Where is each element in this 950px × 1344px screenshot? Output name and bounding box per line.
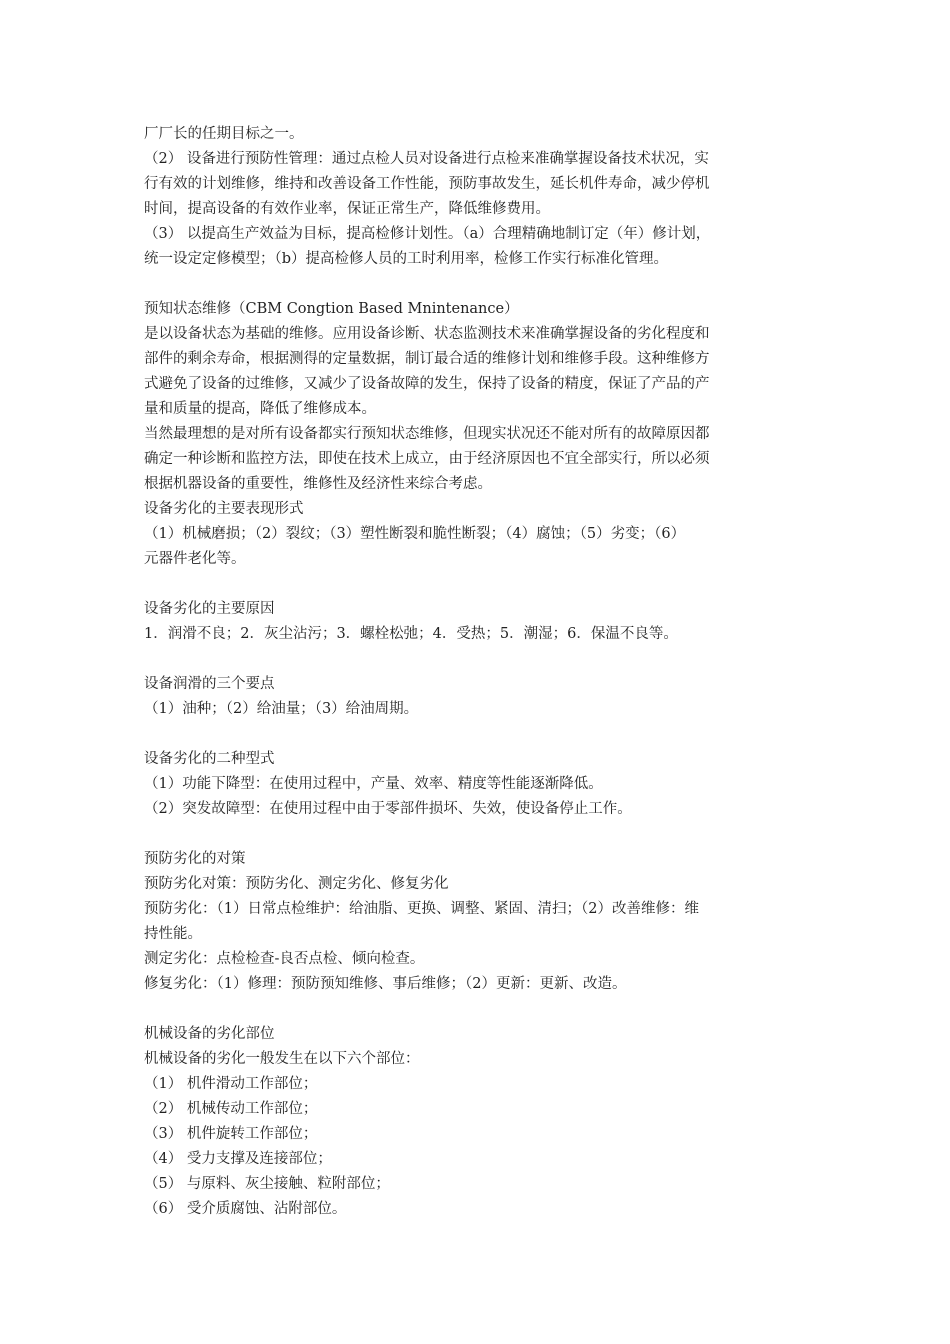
blank-line: [144, 997, 824, 1022]
section-heading: 预防劣化的对策: [144, 851, 246, 867]
text-line: 行有效的计划维修，维持和改善设备工作性能，预防事故发生，延长机件寿命，减少停机: [144, 176, 710, 192]
text-line: 是以设备状态为基础的维修。应用设备诊断、状态监测技术来准确掌握设备的劣化程度和: [144, 326, 710, 342]
text-line: 修复劣化：（1）修理：预防预知维修、事后维修；（2）更新：更新、改造。: [144, 976, 627, 992]
blank-line: [144, 722, 824, 747]
text-line: 预防劣化：（1）日常点检维护：给油脂、更换、调整、紧固、清扫；（2）改善维修：维: [144, 901, 699, 917]
text-line: 测定劣化：点检检查-良否点检、倾向检查。: [144, 951, 425, 967]
text-line: 时间，提高设备的有效作业率，保证正常生产，降低维修费用。: [144, 201, 550, 217]
text-line: （1）油种；（2）给油量；（3）给油周期。: [144, 701, 419, 717]
text-line: 预防劣化对策：预防劣化、测定劣化、修复劣化: [144, 876, 449, 892]
text-line: 厂厂长的任期目标之一。: [144, 126, 304, 142]
text-line: 量和质量的提高，降低了维修成本。: [144, 401, 376, 417]
list-item: （4） 受力支撑及连接部位；: [144, 1151, 332, 1167]
section-heading: 设备劣化的主要表现形式: [144, 501, 304, 517]
text-line: 机械设备的劣化一般发生在以下六个部位：: [144, 1051, 420, 1067]
text-line: 部件的剩余寿命，根据测得的定量数据，制订最合适的维修计划和维修手段。这种维修方: [144, 351, 710, 367]
list-item: （5） 与原料、灰尘接触、粒附部位；: [144, 1176, 390, 1192]
section-heading: 设备劣化的主要原因: [144, 601, 275, 617]
text-line: 1．润滑不良；2．灰尘沾污；3．螺栓松弛；4．受热；5．潮湿；6．保温不良等。: [144, 626, 678, 642]
text-line: 元器件老化等。: [144, 551, 246, 567]
text-line: （1）功能下降型：在使用过程中，产量、效率、精度等性能逐渐降低。: [144, 776, 603, 792]
section-heading: 机械设备的劣化部位: [144, 1026, 275, 1042]
text-line: （2）突发故障型：在使用过程中由于零部件损坏、失效，使设备停止工作。: [144, 801, 632, 817]
text-line: 当然最理想的是对所有设备都实行预知状态维修，但现实状况还不能对所有的故障原因都: [144, 426, 710, 442]
blank-line: [144, 272, 824, 297]
blank-line: [144, 572, 824, 597]
text-line: 持性能。: [144, 926, 202, 942]
text-line: （1）机械磨损；（2）裂纹；（3）塑性断裂和脆性断裂；（4）腐蚀；（5）劣变；（6）: [144, 526, 686, 542]
text-line: （3） 以提高生产效益为目标，提高检修计划性。（a）合理精确地制订定（年）修计划，: [144, 226, 711, 242]
document-page: [144, 122, 824, 1222]
text-line: 式避免了设备的过维修，又减少了设备故障的发生，保持了设备的精度，保证了产品的产: [144, 376, 710, 392]
blank-line: [144, 822, 824, 847]
blank-line: [144, 647, 824, 672]
section-heading: 预知状态维修（CBM Congtion Based Mnintenance）: [144, 301, 519, 317]
list-item: （3） 机件旋转工作部位；: [144, 1126, 318, 1142]
text-line: 统一设定定修模型；（b）提高检修人员的工时利用率，检修工作实行标准化管理。: [144, 251, 669, 267]
text-line: 确定一种诊断和监控方法，即使在技术上成立，由于经济原因也不宜全部实行，所以必须: [144, 451, 710, 467]
text-line: （2） 设备进行预防性管理：通过点检人员对设备进行点检来准确掌握设备技术状况，实: [144, 151, 709, 167]
section-heading: 设备劣化的二种型式: [144, 751, 275, 767]
list-item: （2） 机械传动工作部位；: [144, 1101, 318, 1117]
list-item: （6） 受介质腐蚀、沾附部位。: [144, 1201, 347, 1217]
section-heading: 设备润滑的三个要点: [144, 676, 275, 692]
text-line: 根据机器设备的重要性，维修性及经济性来综合考虑。: [144, 476, 492, 492]
list-item: （1） 机件滑动工作部位；: [144, 1076, 318, 1092]
